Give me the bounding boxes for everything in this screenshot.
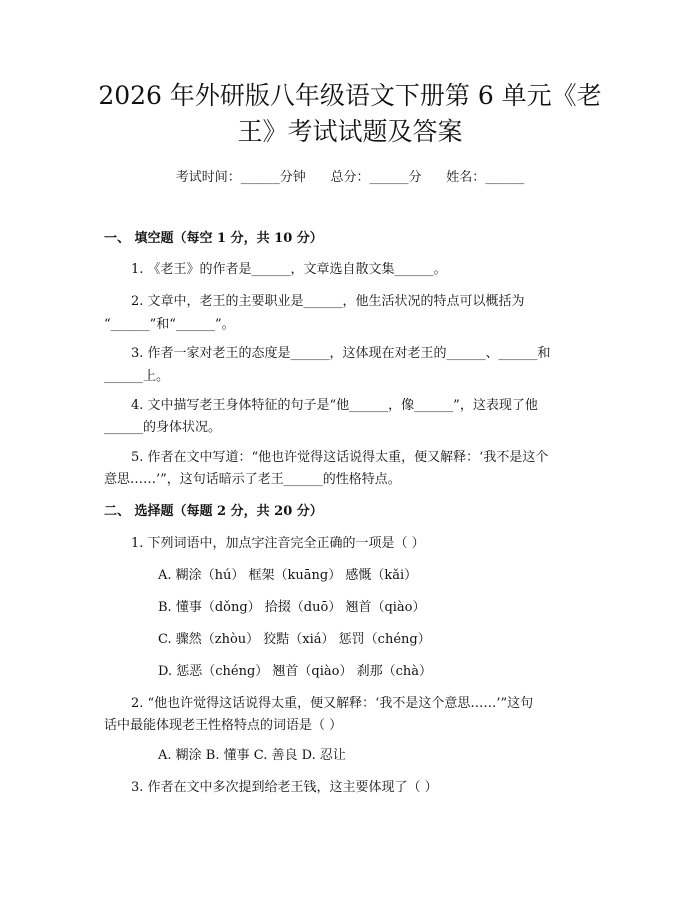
exam-title [80,78,620,150]
answer-option: C. 骤然（zhòu） 狡黠（xiá） 惩罚（chéng） [158,632,431,647]
question-text-continued: 意思……’”，这句话暗示了老王______的性格特点。 [104,472,401,487]
title-line-2: 王》考试试题及答案 [237,117,463,146]
section-heading-multiple-choice: 二、 选择题（每题 2 分，共 20 分） [104,504,323,519]
answer-option: D. 惩恶（chéng） 翘首（qiào） 刹那（chà） [158,664,432,679]
question-text: 3. 作者在文中多次提到给老王钱，这主要体现了（ ） [131,780,438,795]
question-text: 1. 下列词语中，加点字注音完全正确的一项是（ ） [131,536,425,551]
question-text: 1. 《老王》的作者是______，文章选自散文集______。 [131,262,447,277]
title-line-1: 2026 年外研版八年级语文下册第 6 单元《老 [98,81,602,110]
answer-options: A. 糊涂 B. 懂事 C. 善良 D. 忍让 [158,748,346,763]
question-text-continued: ______上。 [104,369,170,384]
question-text: 5. 作者在文中写道：“他也许觉得这话说得太重，便又解释：‘我不是这个 [131,450,549,465]
section-heading-fill-blank: 一、 填空题（每空 1 分，共 10 分） [104,231,323,246]
question-text: 3. 作者一家对老王的态度是______，这体现在对老王的______、______和 [131,346,551,361]
question-text-continued: 话中最能体现老王性格特点的词语是（ ） [104,718,343,733]
question-text: 2. 文章中，老王的主要职业是______，他生活状况的特点可以概括为 [131,294,525,309]
question-text-continued: ______的身体状况。 [104,420,222,435]
question-text: 2. “他也许觉得这话说得太重，便又解释：‘我不是这个意思……’”这句 [131,696,534,711]
exam-meta-info: 考试时间：______分钟 总分：______分 姓名：______ [175,170,525,185]
answer-option: A. 糊涂（hú） 框架（kuāng） 感慨（kǎi） [158,568,418,583]
answer-option: B. 懂事（dǒng） 拾掇（duō） 翘首（qiào） [158,600,426,615]
question-text: 4. 文中描写老王身体特征的句子是“他______，像______”，这表现了他 [131,398,538,413]
question-text-continued: “______”和“______”。 [104,317,235,332]
